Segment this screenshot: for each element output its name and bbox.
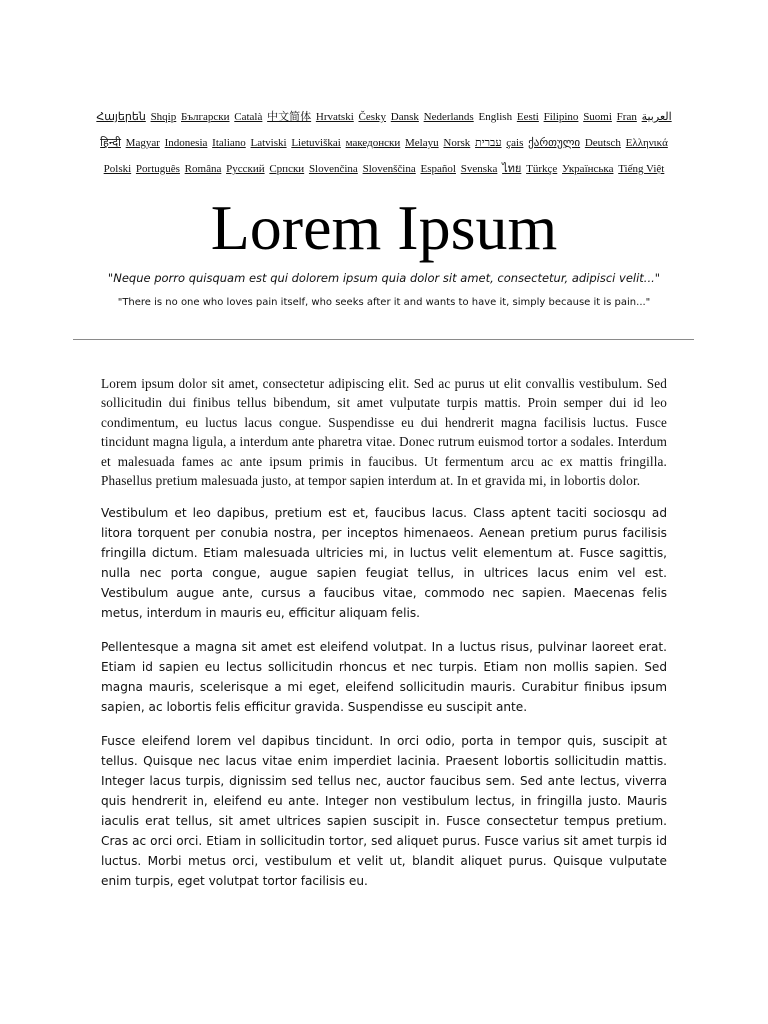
language-link[interactable]: Česky	[358, 111, 387, 123]
paragraph-4: Fusce eleifend lorem vel dapibus tincidunt. In orci odio, porta in tempor quis, suscipit at tellus. Quisque nec lacus vitae enim imperdiet lacinia. Praesent lobortis sollicitudin mattis. Integer lacus turpis, dignissim sed tellus nec, auctor faucibus sem. Sed ante lectus, viverra quis hendrerit in, eleifend eu ante. Integer non vestibulum lectus, in fringilla justo. Mauris iaculis erat tellus, sit amet ultrices sapien suscipit in. Fusce consectetur tempus pretium. Cras ac orci orci. Etiam in sollicitudin tortor, sed aliquet purus. Fusce varius sit amet turpis id luctus. Morbi metus orci, vestibulum et velit ut, blandit aliquet purus. Quisque vulputate enim turpis, eget volutpat tortor facilisis eu.	[101, 734, 667, 889]
language-link[interactable]: Fran	[616, 111, 637, 123]
language-current: English	[478, 111, 513, 123]
language-link[interactable]: Shqip	[150, 111, 177, 123]
language-link[interactable]: çais	[506, 137, 524, 149]
language-link[interactable]: Italiano	[212, 137, 246, 149]
language-link[interactable]: Indonesia	[164, 137, 208, 149]
language-link[interactable]: Suomi	[583, 111, 612, 123]
language-link[interactable]: Norsk	[443, 137, 471, 149]
page-title: Lorem Ipsum	[210, 192, 558, 263]
language-link[interactable]: Català	[234, 111, 263, 123]
language-link[interactable]: ქართული	[528, 137, 581, 149]
language-link[interactable]: العربية	[641, 111, 672, 123]
quote-english: "There is no one who loves pain itself, who seeks after it and wants to have it, simply because it is pain..."	[117, 297, 651, 308]
language-link[interactable]: עברית	[475, 137, 502, 149]
language-link[interactable]: Latviski	[250, 137, 287, 149]
language-nav	[84, 104, 684, 182]
language-link[interactable]: Português	[135, 163, 180, 175]
language-link[interactable]: Tiếng Việt	[618, 163, 665, 175]
language-link[interactable]: Svenska	[460, 163, 498, 175]
language-link[interactable]: Magyar	[125, 137, 160, 149]
language-link[interactable]: Español	[420, 163, 456, 175]
language-link[interactable]: Eesti	[516, 111, 539, 123]
paragraph-2: Vestibulum et leo dapibus, pretium est et, faucibus lacus. Class aptent taciti sociosqu ad litora torquent per conubia nostra, per inceptos himenaeos. Aenean pretium purus facilisis fringilla dictum. Etiam malesuada ultricies mi, in luctus velit elementum at. Fusce sagittis, nulla nec porta congue, augue sapien feugiat tellus, in ultrices lacus enim vel est. Vestibulum augue ante, cursus a faucibus vitae, commodo nec sapien. Maecenas felis metus, interdum in mauris eu, efficitur aliquam felis.	[101, 506, 667, 621]
language-link[interactable]: Nederlands	[423, 111, 474, 123]
language-link[interactable]: Dansk	[390, 111, 419, 123]
language-link[interactable]: Polski	[103, 163, 132, 175]
language-link[interactable]: Русский	[226, 163, 265, 175]
paragraph-1: Lorem ipsum dolor sit amet, consectetur adipiscing elit. Sed ac purus ut elit convallis vestibulum. Sed sollicitudin dui finibus tellus bibendum, sit amet vulputate turpis mattis. Proin semper dui id leo condimentum, eu luctus lacus congue. Suspendisse eu dui hendrerit magna facilisis luctus. Fusce tincidunt magna ligula, a interdum ante pharetra vitae. Donec rutrum euismod tortor a sodales. Interdum et malesuada fames ac ante ipsum primis in faucibus. Ut fermentum arcu ac ex mattis fringilla. Phasellus pretium malesuada justo, at tempor sapien interdum at. In et gravida mi, in lobortis dolor.	[101, 376, 667, 489]
language-link[interactable]: Lietuviškai	[291, 137, 341, 149]
language-link[interactable]: Româna	[184, 163, 222, 175]
language-link[interactable]: Deutsch	[584, 137, 621, 149]
language-link[interactable]: Filipino	[543, 111, 579, 123]
header-divider	[73, 339, 694, 340]
language-link[interactable]: македонски	[345, 137, 401, 149]
language-link[interactable]: ไทย	[502, 163, 522, 175]
language-link[interactable]: Hrvatski	[315, 111, 354, 123]
language-link[interactable]: Melayu	[405, 137, 439, 149]
quote-latin: "Neque porro quisquam est qui dolorem ipsum quia dolor sit amet, consectetur, adipisci velit..."	[107, 271, 661, 285]
language-link[interactable]: Български	[181, 111, 230, 123]
language-link[interactable]: Українська	[562, 163, 614, 175]
paragraph-3: Pellentesque a magna sit amet est eleifend volutpat. In a luctus risus, pulvinar laoreet erat. Etiam id sapien eu lectus sollicitudin rhoncus et nec turpis. Etiam non mollis sapien. Sed magna mauris, scelerisque a mi eget, eleifend sollicitudin mauris. Curabitur finibus ipsum sapien, ac lobortis felis efficitur gravida. Suspendisse eu suscipit ante.	[101, 640, 667, 715]
language-link[interactable]: Հայերեն	[96, 111, 146, 123]
language-link[interactable]: Türkçe	[526, 163, 558, 175]
lorem-ipsum-content	[101, 374, 667, 905]
language-link[interactable]: हिन्दी	[100, 137, 121, 149]
language-link[interactable]: Српски	[269, 163, 305, 175]
language-link[interactable]: 中文简体	[267, 111, 312, 123]
language-link[interactable]: Slovenčina	[308, 163, 358, 175]
language-link[interactable]: Slovenščina	[362, 163, 416, 175]
language-link[interactable]: Ελληνικά	[625, 137, 668, 149]
